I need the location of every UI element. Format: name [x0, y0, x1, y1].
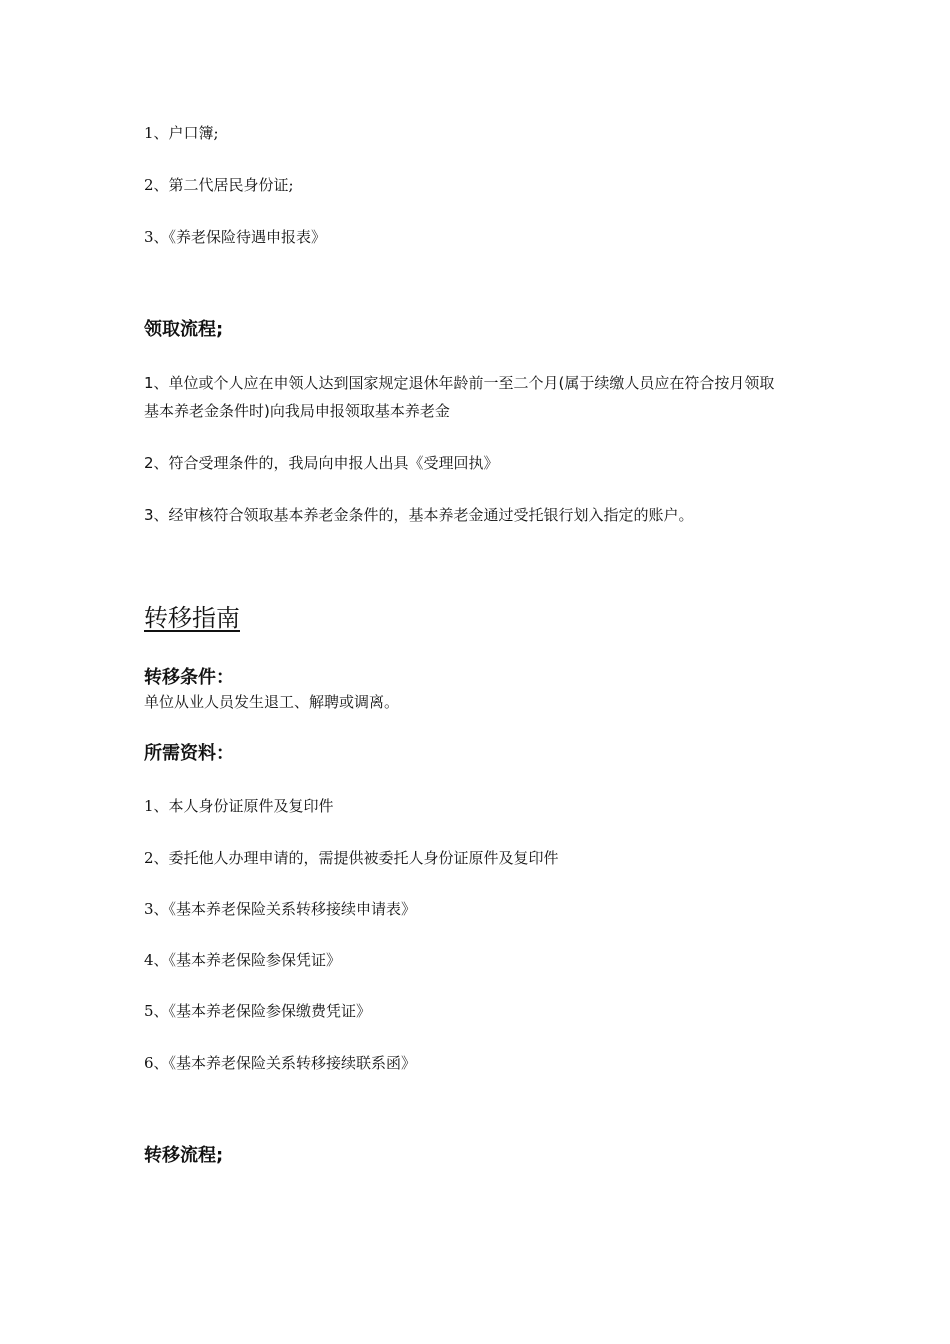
material-item: 1、本人身份证原件及复印件	[144, 797, 334, 815]
condition-text: 单位从业人员发生退工、解聘或调离。	[144, 693, 400, 711]
material-item: 2、第二代居民身份证;	[144, 176, 294, 194]
process-heading: 转移流程;	[144, 1145, 224, 1166]
condition-heading: 转移条件：	[144, 667, 234, 688]
section-title: 转移指南	[144, 604, 240, 632]
material-item: 3、《养老保险待遇申报表》	[144, 228, 327, 246]
process-heading: 领取流程;	[144, 319, 224, 340]
material-item: 2、委托他人办理申请的，需提供被委托人身份证原件及复印件	[144, 849, 559, 867]
material-item: 4、《基本养老保险参保凭证》	[144, 951, 342, 969]
material-item: 5、《基本养老保险参保缴费凭证》	[144, 1002, 372, 1020]
material-item: 1、户口簿;	[144, 124, 219, 142]
materials-heading: 所需资料：	[144, 743, 234, 764]
process-step: 2、符合受理条件的，我局向申报人出具《受理回执》	[144, 454, 499, 472]
material-item: 3、《基本养老保险关系转移接续申请表》	[144, 900, 417, 918]
process-step-continued: 基本养老金条件时)向我局申报领取基本养老金	[144, 402, 450, 420]
process-step: 1、单位或个人应在申领人达到国家规定退休年龄前一至二个月(属于续缴人员应在符合按月领取	[144, 374, 775, 392]
process-step: 3、经审核符合领取基本养老金条件的，基本养老金通过受托银行划入指定的账户。	[144, 506, 694, 524]
material-item: 6、《基本养老保险关系转移接续联系函》	[144, 1054, 417, 1072]
